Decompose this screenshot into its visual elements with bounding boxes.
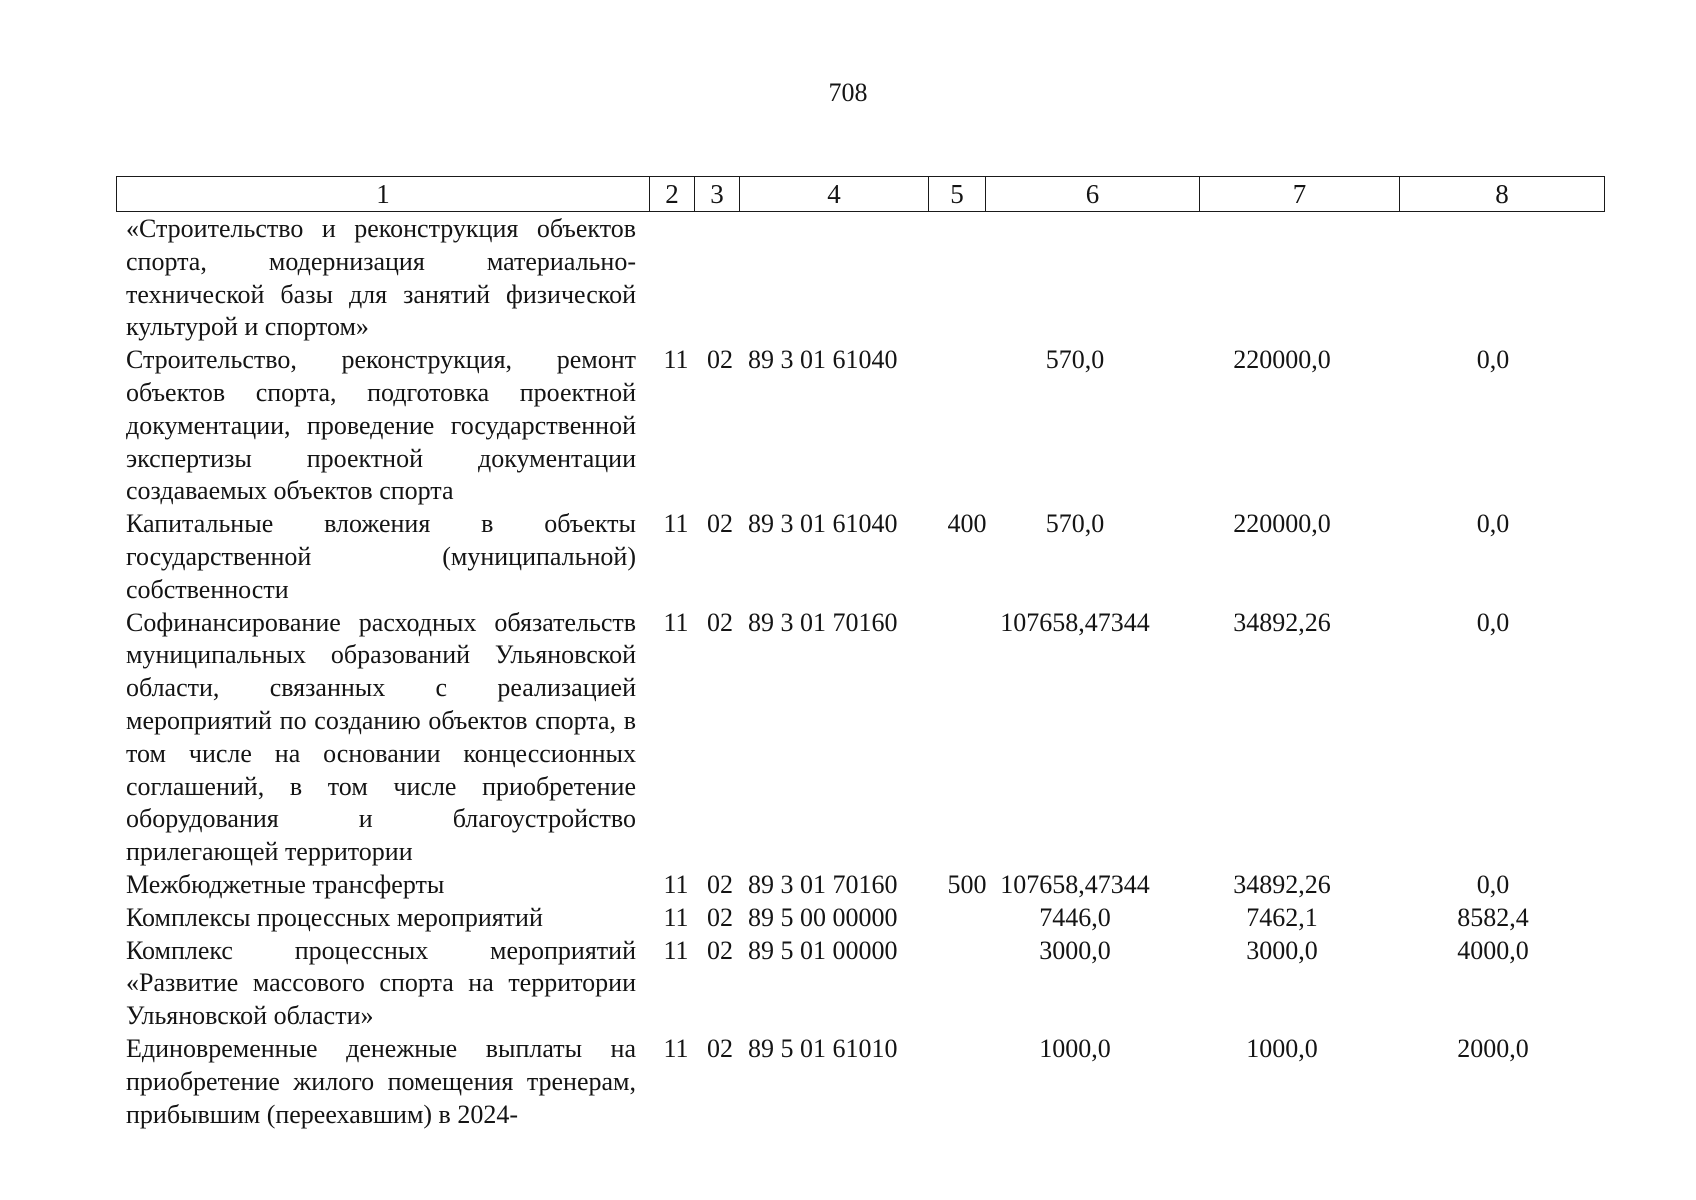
table-row bbox=[116, 344, 1604, 508]
cell-amount-col6: 107658,47344 bbox=[1000, 869, 1150, 899]
row-description: Комплексы процессных мероприятий bbox=[126, 902, 543, 932]
cell-amount-col7: 220000,0 bbox=[1233, 345, 1331, 375]
cell-subsection: 02 bbox=[707, 902, 733, 932]
cell-amount-col6: 7446,0 bbox=[1039, 902, 1111, 932]
column-header-5: 5 bbox=[929, 177, 986, 212]
cell-amount-col8: 0,0 bbox=[1476, 345, 1510, 375]
row-description: Софинансирование расходных обязательств муниципальных образований Ульяновской области, связанных с реализацией мероприятий по созданию объектов спорта, в том числе на основании концессионных соглашений, в том числе приобретение оборудования и благоустройство прилегающей территории bbox=[126, 607, 636, 867]
column-header-3: 3 bbox=[695, 177, 740, 212]
page-number: 708 bbox=[828, 78, 868, 107]
cell-amount-col8: 8582,4 bbox=[1457, 902, 1529, 932]
cell-target-code: 89 5 01 61010 bbox=[748, 1033, 898, 1063]
cell-amount-col7: 1000,0 bbox=[1246, 1033, 1318, 1063]
table-row bbox=[116, 869, 1604, 902]
cell-section: 11 bbox=[663, 345, 689, 375]
cell-amount-col7: 220000,0 bbox=[1233, 509, 1331, 539]
cell-amount-col8: 0,0 bbox=[1476, 509, 1510, 539]
table-row bbox=[116, 213, 1604, 344]
row-description: Единовременные денежные выплаты на приобретение жилого помещения тренерам, прибывшим (переехавшим) в 2024- bbox=[126, 1033, 636, 1129]
column-header-1: 1 bbox=[117, 177, 650, 212]
column-header-6: 6 bbox=[986, 177, 1200, 212]
cell-amount-col8: 0,0 bbox=[1476, 607, 1510, 637]
cell-target-code: 89 5 00 00000 bbox=[748, 902, 898, 932]
cell-section: 11 bbox=[663, 902, 689, 932]
table-row bbox=[116, 1033, 1604, 1131]
cell-amount-col6: 1000,0 bbox=[1039, 1033, 1111, 1063]
column-header-2: 2 bbox=[650, 177, 695, 212]
cell-subsection: 02 bbox=[707, 869, 733, 899]
cell-amount-col6: 3000,0 bbox=[1039, 935, 1111, 965]
column-header-row bbox=[117, 177, 1605, 212]
cell-amount-col7: 34892,26 bbox=[1233, 607, 1331, 637]
cell-target-code: 89 5 01 00000 bbox=[748, 935, 898, 965]
column-header-4: 4 bbox=[740, 177, 929, 212]
cell-expense-type: 500 bbox=[947, 869, 987, 899]
cell-expense-type: 400 bbox=[947, 509, 987, 539]
table-row bbox=[116, 508, 1604, 606]
cell-section: 11 bbox=[663, 869, 689, 899]
table-row bbox=[116, 935, 1604, 1033]
row-description: «Строительство и реконструкция объектов спорта, модернизация материально-технической базы для занятий физической культурой и спортом» bbox=[126, 214, 636, 342]
table-body bbox=[116, 213, 1604, 1131]
table-row bbox=[116, 902, 1604, 935]
cell-amount-col7: 7462,1 bbox=[1246, 902, 1318, 932]
row-description: Межбюджетные трансферты bbox=[126, 869, 445, 899]
column-header-8: 8 bbox=[1400, 177, 1605, 212]
cell-amount-col7: 3000,0 bbox=[1246, 935, 1318, 965]
row-description: Капитальные вложения в объекты государственной (муниципальной) собственности bbox=[126, 509, 636, 604]
cell-amount-col8: 4000,0 bbox=[1457, 935, 1529, 965]
cell-target-code: 89 3 01 61040 bbox=[748, 345, 898, 375]
cell-target-code: 89 3 01 70160 bbox=[748, 869, 898, 899]
table-row bbox=[116, 607, 1604, 869]
cell-target-code: 89 3 01 70160 bbox=[748, 607, 898, 637]
cell-amount-col7: 34892,26 bbox=[1233, 869, 1331, 899]
cell-section: 11 bbox=[663, 509, 689, 539]
cell-amount-col8: 2000,0 bbox=[1457, 1033, 1529, 1063]
cell-amount-col6: 570,0 bbox=[1045, 509, 1105, 539]
cell-section: 11 bbox=[663, 607, 689, 637]
row-description: Строительство, реконструкция, ремонт объектов спорта, подготовка проектной документации, проведение государственной экспертизы проектной документации создаваемых объектов спорта bbox=[126, 345, 636, 506]
cell-target-code: 89 3 01 61040 bbox=[748, 509, 898, 539]
cell-subsection: 02 bbox=[707, 935, 733, 965]
cell-subsection: 02 bbox=[707, 1033, 733, 1063]
cell-subsection: 02 bbox=[707, 345, 733, 375]
cell-section: 11 bbox=[663, 1033, 689, 1063]
cell-amount-col6: 107658,47344 bbox=[1000, 607, 1150, 637]
row-description: Комплекс процессных мероприятий «Развитие массового спорта на территории Ульяновской области» bbox=[126, 935, 636, 1031]
column-header-7: 7 bbox=[1200, 177, 1400, 212]
cell-amount-col8: 0,0 bbox=[1476, 869, 1510, 899]
cell-subsection: 02 bbox=[707, 607, 733, 637]
cell-subsection: 02 bbox=[707, 509, 733, 539]
cell-amount-col6: 570,0 bbox=[1045, 345, 1105, 375]
column-header-table bbox=[116, 176, 1605, 212]
cell-section: 11 bbox=[663, 935, 689, 965]
